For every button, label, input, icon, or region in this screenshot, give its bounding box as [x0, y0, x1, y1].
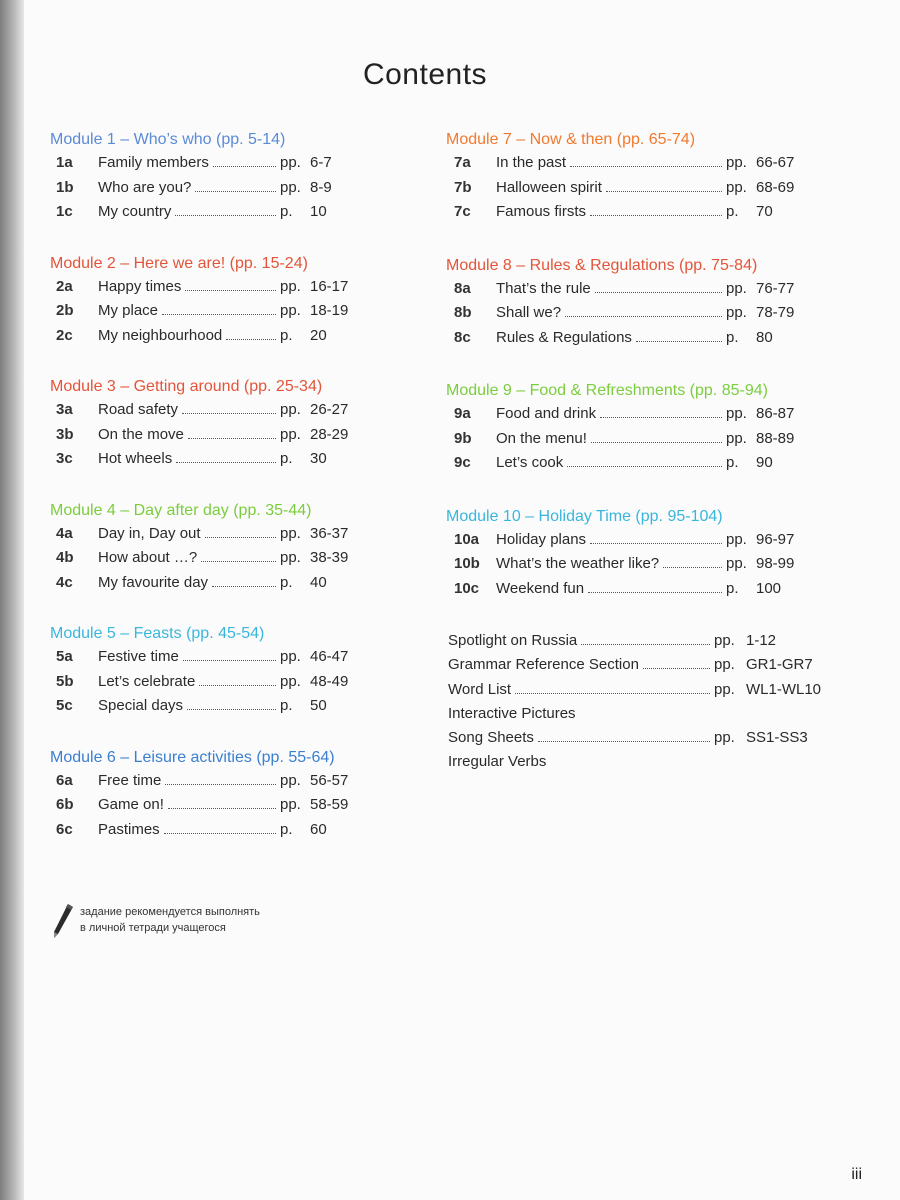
pen-icon: [48, 902, 76, 940]
module-title: Module 4 – Day after day (pp. 35-44): [50, 501, 312, 519]
lesson-row: [446, 329, 826, 354]
module-1: [50, 130, 380, 228]
module-8: [446, 256, 826, 354]
page-range: 86-87: [756, 405, 795, 422]
module-9: [446, 381, 826, 479]
lesson-name: Game on!: [98, 796, 164, 813]
dot-leader: [588, 592, 722, 593]
lesson-number: 7a: [454, 154, 471, 171]
dot-leader: [643, 668, 710, 669]
lesson-row: [50, 796, 380, 821]
page-range: 98-99: [756, 555, 795, 572]
page-abbrev: p.: [280, 697, 293, 714]
dot-leader: [175, 215, 276, 216]
page-range: 80: [756, 328, 773, 346]
dot-leader: [515, 693, 710, 694]
appendix-name: Irregular Verbs: [448, 753, 547, 771]
lesson-name: Hot wheels: [98, 450, 173, 467]
lesson-name: My country: [98, 203, 172, 220]
dot-leader: [570, 166, 722, 167]
lesson-number: 10c: [454, 579, 480, 597]
page-range: SS1-SS3: [746, 729, 808, 747]
lesson-number: 3c: [56, 450, 73, 467]
dot-leader: [201, 561, 276, 562]
page-abbrev: pp.: [280, 154, 301, 171]
page-range: 78-79: [756, 304, 795, 321]
lesson-row: [446, 280, 826, 305]
appendix-row: [446, 656, 826, 680]
note-line-1: задание рекомендуется выполнять: [80, 906, 260, 918]
dot-leader: [162, 314, 276, 315]
page-abbrev: pp.: [280, 771, 301, 789]
lesson-row: [446, 405, 826, 430]
appendix-name: Song Sheets: [448, 729, 534, 747]
page-abbrev: pp.: [280, 277, 301, 295]
page-abbrev: p.: [280, 326, 293, 344]
dot-leader: [183, 660, 276, 661]
module-5: [50, 624, 380, 722]
page-range: 16-17: [310, 277, 349, 295]
page-range: 10: [310, 203, 327, 220]
lesson-row: [446, 531, 826, 556]
page-abbrev: pp.: [714, 656, 735, 674]
lesson-row: [446, 430, 826, 455]
lesson-row: [50, 673, 380, 698]
module-10: [446, 507, 826, 605]
lesson-number: 8c: [454, 328, 471, 346]
page-range: 20: [310, 326, 327, 344]
lesson-name: My favourite day: [98, 573, 209, 591]
note-text: [80, 904, 260, 936]
lesson-name: On the menu!: [496, 429, 587, 447]
lesson-name: Let’s cook: [496, 454, 564, 471]
lesson-name: Rules & Regulations: [496, 328, 632, 346]
lesson-row: [446, 454, 826, 479]
page-range: 96-97: [756, 530, 795, 548]
lesson-number: 3b: [56, 425, 74, 443]
page-range: 6-7: [310, 154, 332, 171]
page-abbrev: p.: [280, 820, 293, 838]
appendix-row: [446, 632, 826, 656]
lesson-row: [50, 278, 380, 303]
lesson-name: Day in, Day out: [98, 524, 201, 542]
lesson-row: [446, 580, 826, 605]
module-title: Module 3 – Getting around (pp. 25-34): [50, 378, 323, 395]
lesson-number: 3a: [56, 401, 73, 418]
page-range: 50: [310, 697, 327, 714]
module-title: Module 1 – Who’s who (pp. 5-14): [50, 131, 286, 148]
lesson-name: Let’s celebrate: [98, 672, 196, 690]
page-abbrev: pp.: [726, 178, 747, 196]
page-abbrev: p.: [726, 579, 739, 597]
dot-leader: [176, 462, 276, 463]
page-range: 28-29: [310, 425, 349, 443]
lesson-name: Holiday plans: [496, 530, 587, 548]
appendix-name: Interactive Pictures: [448, 704, 576, 722]
dot-leader: [591, 442, 722, 443]
lesson-number: 1b: [56, 178, 74, 196]
lesson-name: How about …?: [98, 549, 198, 566]
dot-leader: [199, 685, 276, 686]
lesson-number: 1c: [56, 203, 73, 220]
page-abbrev: pp.: [714, 729, 735, 747]
dot-leader: [581, 644, 710, 645]
page-range: 88-89: [756, 429, 795, 447]
page-abbrev: pp.: [714, 680, 735, 698]
page-abbrev: pp.: [280, 178, 301, 196]
page-abbrev: pp.: [280, 672, 301, 690]
page-range: 36-37: [310, 524, 349, 542]
page-abbrev: pp.: [726, 405, 747, 422]
page-range: 26-27: [310, 401, 349, 418]
lesson-number: 5c: [56, 697, 73, 714]
page-range: 1-12: [746, 632, 777, 649]
lesson-row: [50, 549, 380, 574]
lesson-row: [50, 154, 380, 179]
page-abbrev: pp.: [280, 796, 301, 813]
page-range: 68-69: [756, 178, 795, 196]
page-abbrev: pp.: [726, 304, 747, 321]
lesson-name: In the past: [496, 154, 567, 171]
lesson-row: [50, 450, 380, 475]
lesson-number: 6b: [56, 796, 74, 813]
page-abbrev: pp.: [280, 524, 301, 542]
page-range: 76-77: [756, 279, 795, 297]
lesson-name: Special days: [98, 697, 184, 714]
page-abbrev: pp.: [726, 555, 747, 572]
lesson-number: 8b: [454, 304, 472, 321]
lesson-row: [50, 772, 380, 797]
dot-leader: [182, 413, 276, 414]
appendix-row: [446, 753, 826, 777]
lesson-name: Who are you?: [98, 178, 192, 196]
page-abbrev: p.: [280, 203, 293, 220]
dot-leader: [565, 316, 722, 317]
page-range: WL1-WL10: [746, 680, 822, 698]
lesson-number: 7b: [454, 178, 472, 196]
lesson-number: 6c: [56, 820, 73, 838]
appendix-row: [446, 681, 826, 705]
lesson-name: Family members: [98, 154, 209, 171]
dot-leader: [590, 215, 722, 216]
page-abbrev: pp.: [280, 302, 301, 319]
appendix-name: Grammar Reference Section: [448, 656, 639, 674]
lesson-number: 4c: [56, 573, 73, 591]
module-3: [50, 377, 380, 475]
page-range: 30: [310, 450, 327, 467]
appendix-list: [446, 632, 826, 778]
right-column: [446, 130, 826, 778]
page-range: 40: [310, 573, 327, 591]
lesson-number: 5a: [56, 648, 73, 665]
lesson-number: 4a: [56, 524, 73, 542]
page-abbrev: pp.: [280, 549, 301, 566]
lesson-row: [446, 179, 826, 204]
module-4: [50, 501, 380, 599]
lesson-number: 9c: [454, 454, 471, 471]
lesson-name: Pastimes: [98, 820, 160, 838]
lesson-number: 1a: [56, 154, 73, 171]
module-title: Module 10 – Holiday Time (pp. 95-104): [446, 507, 723, 525]
lesson-row: [50, 302, 380, 327]
appendix-row: [446, 729, 826, 753]
lesson-name: Shall we?: [496, 304, 562, 321]
page-abbrev: pp.: [726, 429, 747, 447]
page-range: 58-59: [310, 796, 349, 813]
page-range: 46-47: [310, 648, 349, 665]
lesson-row: [50, 327, 380, 352]
dot-leader: [606, 191, 722, 192]
dot-leader: [595, 292, 722, 293]
dot-leader: [212, 586, 276, 587]
lesson-row: [50, 401, 380, 426]
lesson-number: 8a: [454, 279, 471, 297]
page-abbrev: p.: [280, 450, 293, 467]
page-abbrev: pp.: [726, 154, 747, 171]
lesson-name: That’s the rule: [496, 279, 591, 297]
lesson-row: [50, 574, 380, 599]
lesson-number: 2a: [56, 277, 73, 295]
page-abbrev: p.: [280, 573, 293, 591]
page-range: 38-39: [310, 549, 349, 566]
page-abbrev: pp.: [726, 530, 747, 548]
lesson-number: 6a: [56, 771, 73, 789]
module-title: Module 5 – Feasts (pp. 45-54): [50, 625, 265, 642]
lesson-row: [446, 304, 826, 329]
lesson-name: Halloween spirit: [496, 178, 602, 196]
page-abbrev: pp.: [726, 279, 747, 297]
page-range: 18-19: [310, 302, 349, 319]
appendix-row: [446, 705, 826, 729]
lesson-number: 7c: [454, 203, 471, 220]
page-abbrev: pp.: [280, 648, 301, 665]
page-range: 90: [756, 454, 773, 471]
dot-leader: [164, 833, 276, 834]
lesson-number: 2b: [56, 302, 74, 319]
module-title: Module 6 – Leisure activities (pp. 55-64): [50, 748, 335, 766]
lesson-number: 9b: [454, 429, 472, 447]
page-abbrev: p.: [726, 328, 739, 346]
page-title: Contents: [362, 58, 488, 91]
dot-leader: [165, 784, 276, 785]
page-range: 100: [756, 579, 782, 597]
dot-leader: [213, 166, 276, 167]
lesson-number: 10b: [454, 555, 480, 572]
lesson-number: 4b: [56, 549, 74, 566]
page-range: 8-9: [310, 178, 332, 196]
dot-leader: [205, 537, 276, 538]
lesson-name: My neighbourhood: [98, 326, 223, 344]
book-spine-shadow: [0, 0, 24, 1200]
page-abbrev: pp.: [280, 401, 301, 418]
appendix-name: Word List: [448, 680, 512, 698]
lesson-row: [50, 525, 380, 550]
left-column: [50, 130, 380, 871]
dot-leader: [636, 341, 722, 342]
page-abbrev: p.: [726, 454, 739, 471]
page-abbrev: pp.: [280, 425, 301, 443]
lesson-row: [446, 555, 826, 580]
lesson-row: [50, 179, 380, 204]
lesson-row: [446, 203, 826, 228]
dot-leader: [538, 741, 710, 742]
dot-leader: [185, 290, 276, 291]
module-title: Module 7 – Now & then (pp. 65-74): [446, 131, 696, 148]
lesson-number: 10a: [454, 530, 480, 548]
lesson-name: What’s the weather like?: [496, 555, 660, 572]
lesson-name: Food and drink: [496, 405, 597, 422]
notebook-note: [48, 902, 348, 942]
appendix-name: Spotlight on Russia: [448, 632, 578, 649]
lesson-row: [446, 154, 826, 179]
module-7: [446, 130, 826, 228]
page-range: 60: [310, 820, 327, 838]
module-title: Module 8 – Rules & Regulations (pp. 75-84): [446, 256, 758, 274]
lesson-row: [50, 426, 380, 451]
module-title: Module 9 – Food & Refreshments (pp. 85-94): [446, 382, 768, 399]
lesson-name: My place: [98, 302, 159, 319]
lesson-name: Happy times: [98, 277, 182, 295]
page-range: 70: [756, 203, 773, 220]
dot-leader: [188, 438, 276, 439]
page-range: GR1-GR7: [746, 656, 813, 674]
lesson-name: Famous firsts: [496, 203, 587, 220]
page-range: 48-49: [310, 672, 349, 690]
lesson-name: On the move: [98, 425, 184, 443]
lesson-name: Festive time: [98, 648, 179, 665]
lesson-number: 5b: [56, 672, 74, 690]
lesson-row: [50, 821, 380, 846]
lesson-row: [50, 697, 380, 722]
lesson-name: Road safety: [98, 401, 179, 418]
page-abbrev: pp.: [714, 632, 735, 649]
module-6: [50, 748, 380, 846]
lesson-row: [50, 648, 380, 673]
page-number: iii: [851, 1166, 862, 1183]
dot-leader: [567, 466, 722, 467]
dot-leader: [168, 808, 276, 809]
page-range: 56-57: [310, 771, 349, 789]
dot-leader: [187, 709, 276, 710]
dot-leader: [226, 339, 276, 340]
dot-leader: [590, 543, 722, 544]
lesson-name: Weekend fun: [496, 579, 585, 597]
note-line-2: в личной тетради учащегося: [80, 922, 226, 934]
page-range: 66-67: [756, 154, 795, 171]
module-2: [50, 254, 380, 352]
lesson-number: 9a: [454, 405, 471, 422]
dot-leader: [195, 191, 276, 192]
dot-leader: [663, 567, 722, 568]
lesson-number: 2c: [56, 326, 73, 344]
lesson-name: Free time: [98, 771, 162, 789]
lesson-row: [50, 203, 380, 228]
dot-leader: [600, 417, 722, 418]
page-abbrev: p.: [726, 203, 739, 220]
module-title: Module 2 – Here we are! (pp. 15-24): [50, 254, 308, 272]
